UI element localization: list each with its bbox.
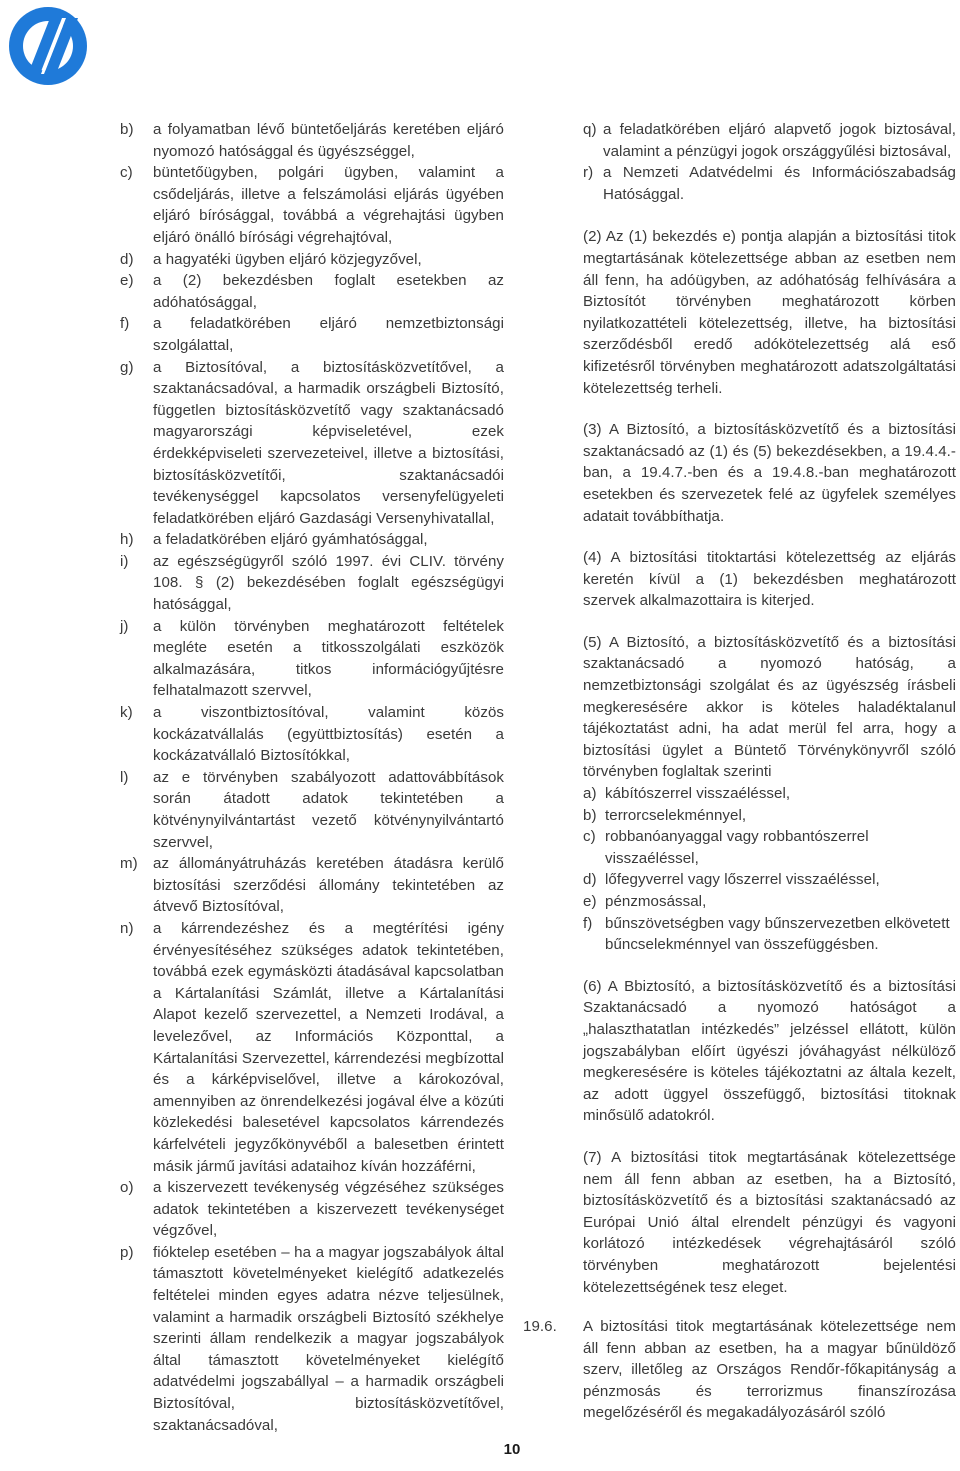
paragraph-4: (4) A biztosítási titoktartási kötelezettség az eljárás keretén kívül a (1) bekezdésben meghatározott szervek alkalmazottaira is kiterjed. <box>583 549 956 610</box>
list-item-h: h) a feladatkörében eljáró gyámhatósággal, <box>120 531 428 549</box>
paragraph-2: (2) Az (1) bekezdés e) pontja alapján a biztosítási titok megtartásának kötelezettsége abban az esetben nem áll fenn, ha adóügyben, az adóhatóság felhívására a Biztosítót törvényben meghatározott körben nyilatkozattételi kötelezettség, illetve, ha biztosítási szerződésből eredő adókötelezettség alá eső kifizetésről törvényben meghatározott adatszolgáltatási kötelezettség terheli. <box>583 228 956 397</box>
paragraph-5: (5) A Biztosító, a biztosításközvetítő és a biztosítási szaktanácsadó a nyomozó hatóság, a nemzetbiztonsági szolgálat és az ügyészség írásbeli megkeresésére akkor is köteles haladéktalanul tájékoztatást adni, ha adat merül fel arra, hogy a biztosítási ügylet a Büntető Törvénykönyvről szóló törvényben foglaltak szerinti <box>583 633 956 781</box>
list-item-n: n) a kárrendezéshez és a megtérítési igény érvényesítéséhez szükséges adatok tekintetében, továbbá ezek egymásközti átadásával kapcsolatban a Kártalanítási Számlát, illetve a Kártalanítási Alapot kezelő szervezettel, a Nemzeti Irodával, a levelezővel, az Információs Központtal, a Kártalanítási Szervezettel, kárrendezési megbízottal és a kárképviselővel, illetve a károkozóval, amennyiben az önrendelkezési jogával élve a közúti közlekedési balesetével kapcsolatos kárrendezés kárfelvételi jegyzőkönyvéből a balesetben érintett másik jármű javítási adataihoz kíván hozzáférni, <box>120 919 504 1175</box>
list-item-i: i) az egészségügyről szóló 1997. évi CLIV. törvény 108. § (2) bekezdésében foglalt egészségügyi hatósággal, <box>120 552 504 614</box>
p5-item-f: f) bűnszövetségben vagy bűnszervezetben elkövetett bűncselekménnyel van összefüggésben. <box>583 914 950 954</box>
list-item-e: e) a (2) bekezdésben foglalt esetekben az adóhatósággal, <box>120 272 504 311</box>
list-item-j: j) a külön törvényben meghatározott feltételek megléte esetén a titkosszolgálati eszközök alkalmazására, titkos információgyűjtésre felhatalmazott szervvel, <box>120 617 504 700</box>
section-text: A biztosítási titok megtartásának kötelezettsége nem áll fenn abban az esetben, ha a magyar bűnüldöző szerv, illetőleg az Országos Rendőr-főkapitányság a pénzmosás és terrorizmus finanszírozása megelőzéséről és megakadályozásáról szóló <box>583 1318 956 1422</box>
section-19-6 <box>523 1316 956 1424</box>
list-item-m: m) az állományátruházás keretében átadásra kerülő biztosítási szerződési állomány tekintetében az átvevő Biztosítóval, <box>120 855 504 916</box>
list-item-q: q) a feladatkörében eljáró alapvető jogok biztosával, valamint a pénzügyi jogok országgyűlési biztosával, <box>583 121 956 160</box>
page-number: 10 <box>503 1441 521 1458</box>
list-item-p: p) fióktelep esetében – ha a magyar jogszabályok által támasztott követelményeket kielégítő adatkezelés feltételei minden egyes adatra nézve teljesülnek, valamint a harmadik országbeli Biztosító székhelye szerinti állam rendelkezik a magyar jogszabályok által támasztott követelményeket kielégítő adatvédelmi jogszabállyal – a harmadik országbeli Biztosítóval, biztosításközvetítővel, szaktanácsadóval, <box>120 1243 504 1434</box>
list-item-g: g) a Biztosítóval, a biztosításközvetítővel, a szaktanácsadóval, a harmadik országbeli Biztosító, független biztosításközvetítő vagy szaktanácsadó magyarországi képviseletével, ezek érdekképviseleti szervezeteivel, illetve a biztosítási, biztosításközvetítői, szaktanácsadói tevékenységgel kapcsolatos versenyfelügyeleti feladatkörében eljáró Gazdasági Versenyhivatallal, <box>120 358 504 527</box>
p5-item-b: b) terrorcselekménnyel, <box>583 806 747 824</box>
p5-item-c: c) robbanóanyaggal vagy robbantószerrel visszaéléssel, <box>583 828 869 867</box>
paragraph-3: (3) A Biztosító, a biztosításközvetítő és a biztosítási szaktanácsadó az (1) és (5) bekezdésekben, a 19.4.4.-ban, a 19.4.7.-ben és a 19.4.8.-ban meghatározott esetekben és szervezetek felé az ügyfelek személyes adatait továbbíthatja. <box>583 421 956 525</box>
list-item-o: o) a kiszervezett tevékenység végzéséhez szükséges adatok tekintetében a kiszervezett tevékenységet végzővel, <box>120 1179 504 1240</box>
list-item-d: d) a hagyatéki ügyben eljáró közjegyzővel, <box>120 250 422 268</box>
paragraph-6: (6) A Bbiztosító, a biztosításközvetítő és a biztosítási Szaktanácsadó a nyomozó hatóságot a „halaszthatatlan intézkedés” jelzéssel ellátott, külön jogszabályban előírt ügyészi jóváhagyást nélkülöző megkeresésére is köteles tájékoztatni az általa kezelt, az adott üggyel összefüggő, biztosítási titoknak minősülő adatokról. <box>583 977 956 1125</box>
list-item-k: k) a viszontbiztosítóval, valamint közös kockázatvállalás (együttbiztosítás) esetén a kockázatvállaló Biztosítókkal, <box>120 704 504 765</box>
left-column <box>120 119 504 1436</box>
list-item-l: l) az e törvényben szabályozott adattovábbítások során átadott adatok tekintetében a kötvénynyilvántartást vezető kötvénynyilvántartó szervvel, <box>120 768 504 851</box>
paragraph-7: (7) A biztosítási titok megtartásának kötelezettsége nem áll fenn abban az esetben, ha a Biztosító, biztosításközvetítő és a biztosítási szaktanácsadó az Európai Unió által elrendelt pénzügyi és vagyoni korlátozó intézkedések végrehajtásáról szóló törvényben meghatározott bejelentési kötelezettségének tesz eleget. <box>583 1148 956 1296</box>
list-item-b: b) a folyamatban lévő büntetőeljárás keretében eljáró nyomozó hatósággal és ügyészséggel, <box>120 121 504 160</box>
p5-item-a: a) kábítószerrel visszaéléssel, <box>583 785 791 803</box>
section-number: 19.6. <box>523 1318 557 1336</box>
p5-item-d: d) lőfegyverrel vagy lőszerrel visszaéléssel, <box>583 871 880 889</box>
right-column <box>523 119 956 1424</box>
list-item-r: r) a Nemzeti Adatvédelmi és Információszabadság Hatósággal. <box>583 164 956 203</box>
company-logo <box>6 4 90 88</box>
list-item-c: c) büntetőügyben, polgári ügyben, valamint a csődeljárás, illetve a felszámolási eljárás ügyében eljáró bírósággal, továbbá a végrehajtási ügyben eljáró önálló bírósági végrehajtóval, <box>120 164 504 246</box>
list-item-f: f) a feladatkörében eljáró nemzetbiztonsági szolgálattal, <box>120 315 504 354</box>
p5-item-e: e) pénzmosással, <box>583 893 707 910</box>
